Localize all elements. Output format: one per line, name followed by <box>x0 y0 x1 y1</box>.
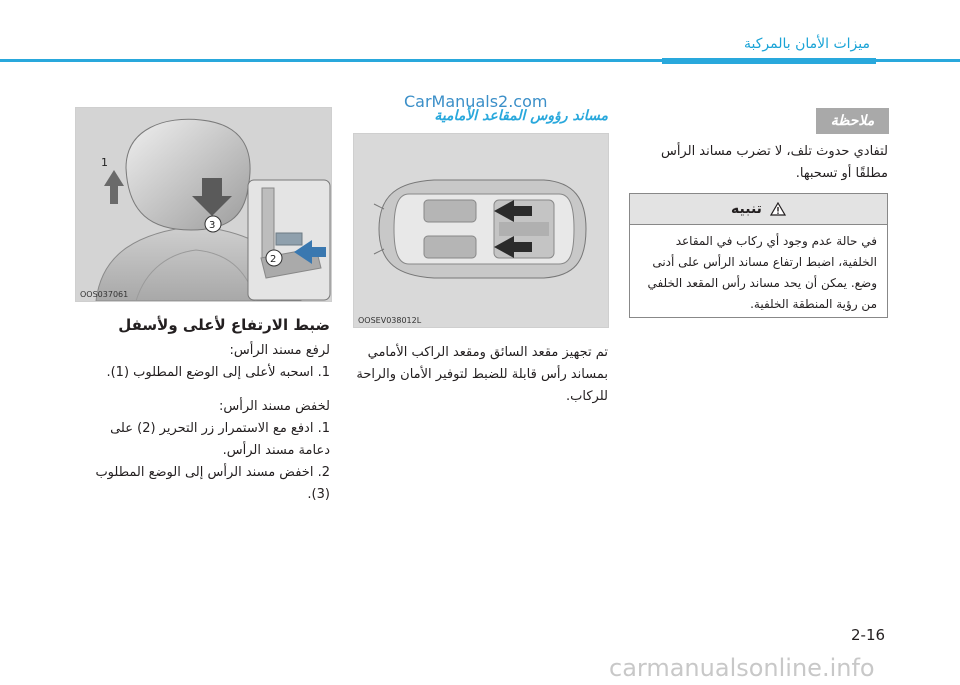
warning-triangle-icon <box>770 202 786 216</box>
lower-step-1: 1. ادفع مع الاستمرار زر التحرير (2) على دعامة مسند الرأس. <box>110 421 330 458</box>
callout-1: 1 <box>101 156 108 169</box>
figure-code: OOSEV038012L <box>358 316 422 325</box>
note-paragraph: لتفادي حدوث تلف، لا تضرب مساند الرأس مطلقًا أو تسحبها. <box>660 144 888 181</box>
callout-2: 2 <box>270 254 277 265</box>
lower-intro: لخفض مسند الرأس: <box>218 399 330 414</box>
caution-box <box>629 193 888 318</box>
lower-step-2: 2. اخفض مسند الرأس إلى الوضع المطلوب (3). <box>95 465 330 502</box>
figure-code: OOS037061 <box>80 290 129 299</box>
front-headrests-paragraph: تم تجهيز مقعد السائق ومقعد الراكب الأمامي بمساند رأس قابلة للضبط لتوفير الأمان والراحة للركاب. <box>356 345 608 404</box>
caution-text: في حالة عدم وجود أي ركاب في المقاعد الخلفية، اضبط ارتفاع مساند الرأس على أدنى وضع. يمكن أن يحد مساند رأس المقعد الخلفي من رؤية المنطقة الخلفية. <box>647 234 877 311</box>
header-accent-bar <box>662 58 876 64</box>
car-top-view-figure <box>353 133 609 328</box>
raise-step-1: 1. اسحبه لأعلى إلى الوضع المطلوب (1). <box>106 365 330 380</box>
callout-3: 3 <box>209 220 216 231</box>
headrest-illustration <box>76 108 331 301</box>
height-adjust-heading: ضبط الارتفاع لأعلى ولأسفل <box>118 316 330 334</box>
page-number: 2-16 <box>851 626 886 644</box>
caution-title: تنبيه <box>731 201 762 217</box>
caution-header <box>630 194 887 225</box>
car-top-illustration <box>354 134 608 327</box>
raise-intro: لرفع مسند الرأس: <box>229 343 330 358</box>
watermark-top[interactable]: CarManuals2.com <box>404 92 548 111</box>
headrest-height-figure <box>75 107 332 302</box>
section-title: ميزات الأمان بالمركبة <box>744 36 870 52</box>
note-banner: ملاحظة <box>816 108 889 134</box>
front-headrests-heading: مساند رؤوس المقاعد الأمامية <box>434 108 608 124</box>
watermark-bottom[interactable]: carmanualsonline.info <box>609 654 875 682</box>
